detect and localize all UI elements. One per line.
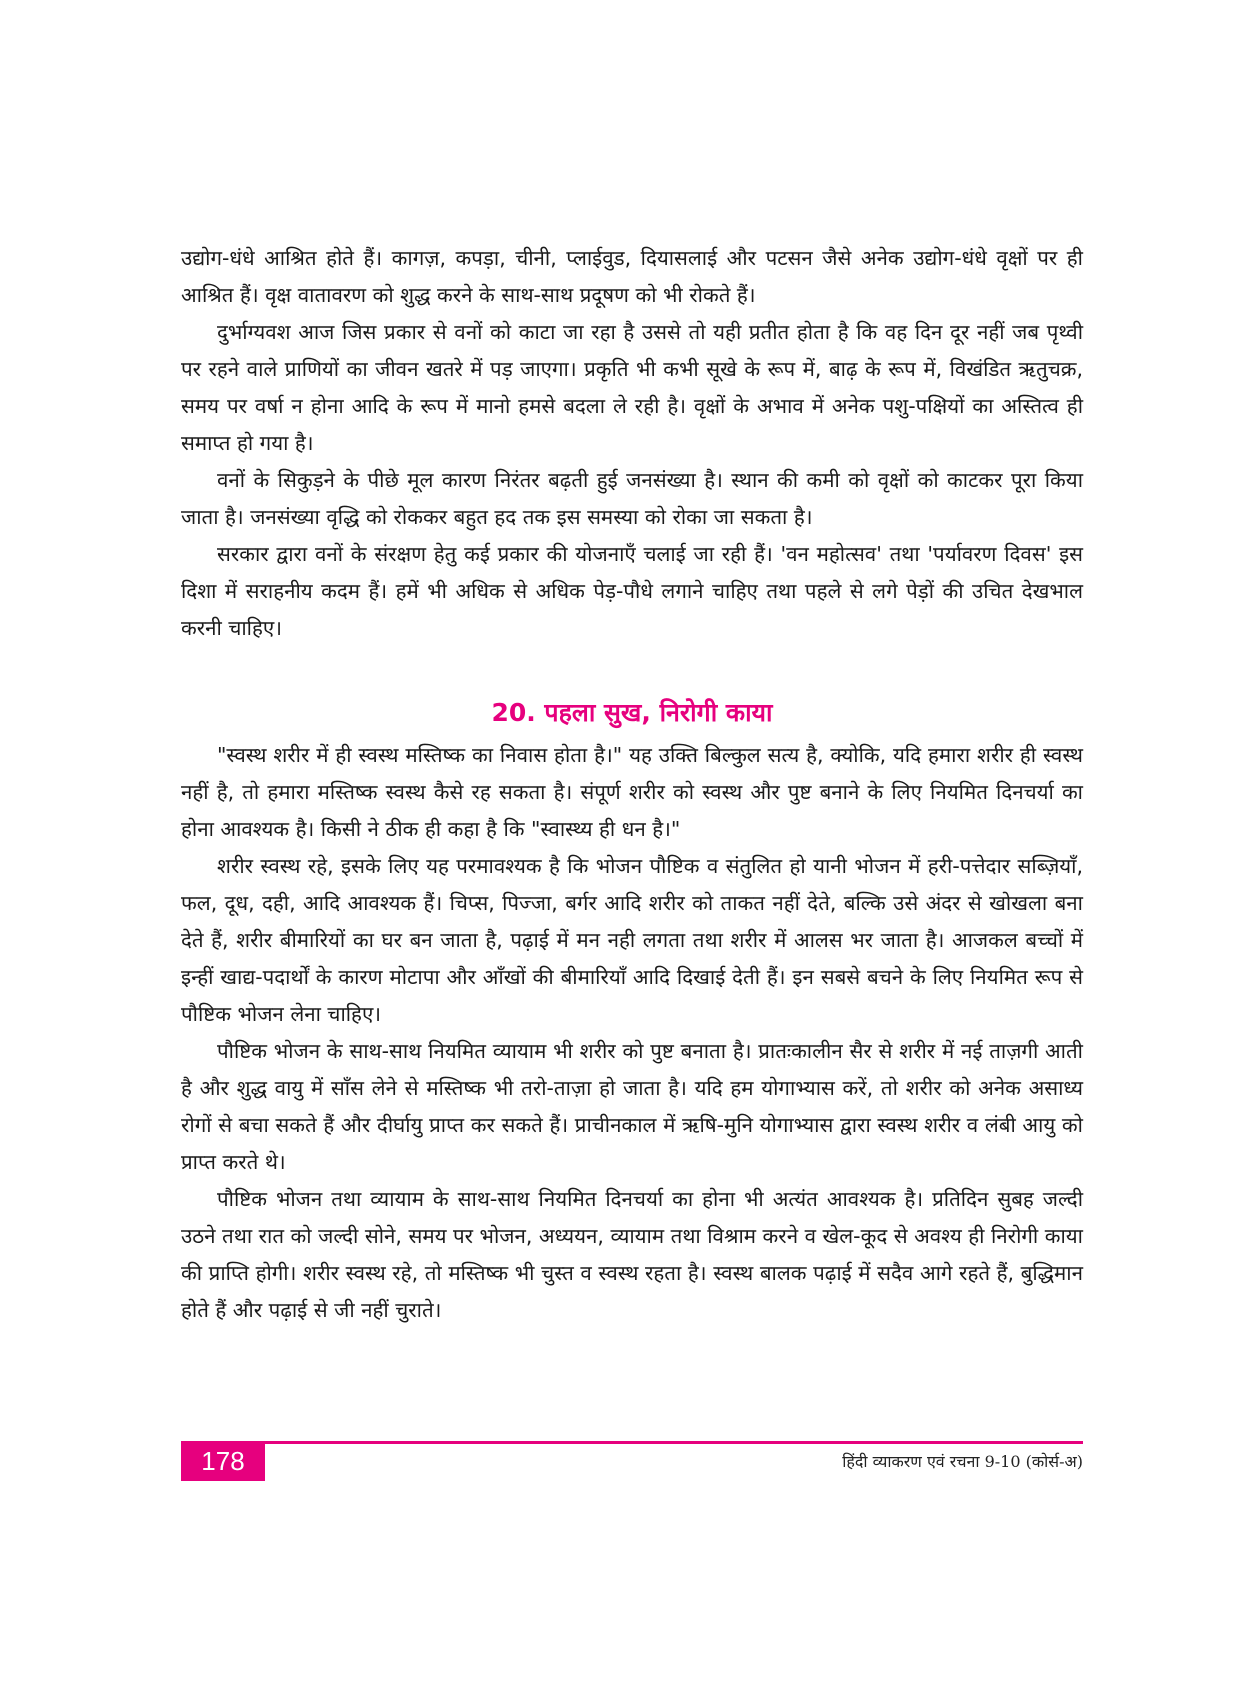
section-title: 20. पहला सुख, निरोगी काया [491, 698, 773, 727]
section-paragraph: पौष्टिक भोजन तथा व्यायाम के साथ-साथ नियमित दिनचर्या का होना भी अत्यंत आवश्यक है। प्रतिदिन सुबह जल्दी उठने तथा रात को जल्दी सोने, समय पर भोजन, अध्ययन, व्यायाम तथा विश्राम करने व खेल-कूद से अवश्य ही निरोगी काया की प्राप्ति होगी। शरीर स्वस्थ रहे, तो मस्तिष्क भी चुस्त व स्वस्थ रहता है। स्वस्थ बालक पढ़ाई में सदैव आगे रहते हैं, बुद्धिमान होते हैं और पढ़ाई से जी नहीं चुराते। [181, 1187, 1083, 1322]
page-footer [181, 1441, 1083, 1481]
page-content [181, 240, 1083, 1329]
body-paragraph: उद्योग-धंधे आश्रित होते हैं। कागज़, कपड़ा, चीनी, प्लाईवुड, दियासलाई और पटसन जैसे अनेक उद्योग-धंधे वृक्षों पर ही आश्रित हैं। वृक्ष वातावरण को शुद्ध करने के साथ-साथ प्रदूषण को भी रोकते हैं। [181, 246, 1083, 307]
body-paragraph: वनों के सिकुड़ने के पीछे मूल कारण निरंतर बढ़ती हुई जनसंख्या है। स्थान की कमी को वृक्षों को काटकर पूरा किया जाता है। जनसंख्या वृद्धि को रोककर बहुत हद तक इस समस्या को रोका जा सकता है। [181, 468, 1083, 529]
book-title: हिंदी व्याकरण एवं रचना 9-10 (कोर्स-अ) [842, 1452, 1083, 1471]
body-paragraph: सरकार द्वारा वनों के संरक्षण हेतु कई प्रकार की योजनाएँ चलाई जा रही हैं। 'वन महोत्सव' तथा 'पर्यावरण दिवस' इस दिशा में सराहनीय कदम हैं। हमें भी अधिक से अधिक पेड़-पौधे लगाने चाहिए तथा पहले से लगे पेड़ों की उचित देखभाल करनी चाहिए। [181, 542, 1083, 640]
section-paragraph: पौष्टिक भोजन के साथ-साथ नियमित व्यायाम भी शरीर को पुष्ट बनाता है। प्रातःकालीन सैर से शरीर में नई ताज़गी आती है और शुद्ध वायु में साँस लेने से मस्तिष्क भी तरो-ताज़ा हो जाता है। यदि हम योगाभ्यास करें, तो शरीर को अनेक असाध्य रोगों से बचा सकते हैं और दीर्घायु प्राप्त कर सकते हैं। प्राचीनकाल में ऋषि-मुनि योगाभ्यास द्वारा स्वस्थ शरीर व लंबी आयु को प्राप्त करते थे। [181, 1039, 1083, 1174]
page-number: 178 [181, 1441, 265, 1481]
section-paragraph: "स्वस्थ शरीर में ही स्वस्थ मस्तिष्क का निवास होता है।" यह उक्ति बिल्कुल सत्य है, क्योकि, यदि हमारा शरीर ही स्वस्थ नहीं है, तो हमारा मस्तिष्क स्वस्थ कैसे रह सकता है। संपूर्ण शरीर को स्वस्थ और पुष्ट बनाने के लिए नियमित दिनचर्या का होना आवश्यक है। किसी ने ठीक ही कहा है कि "स्वास्थ्य ही धन है।" [181, 743, 1083, 841]
body-paragraph: दुर्भाग्यवश आज जिस प्रकार से वनों को काटा जा रहा है उससे तो यही प्रतीत होता है कि वह दिन दूर नहीं जब पृथ्वी पर रहने वाले प्राणियों का जीवन खतरे में पड़ जाएगा। प्रकृति भी कभी सूखे के रूप में, बाढ़ के रूप में, विखंडित ऋतुचक्र, समय पर वर्षा न होना आदि के रूप में मानो हमसे बदला ले रही है। वृक्षों के अभाव में अनेक पशु-पक्षियों का अस्तित्व ही समाप्त हो गया है। [181, 320, 1083, 455]
section-paragraph: शरीर स्वस्थ रहे, इसके लिए यह परमावश्यक है कि भोजन पौष्टिक व संतुलित हो यानी भोजन में हरी-पत्तेदार सब्ज़ियाँ, फल, दूध, दही, आदि आवश्यक हैं। चिप्स, पिज्जा, बर्गर आदि शरीर को ताकत नहीं देते, बल्कि उसे अंदर से खोखला बना देते हैं, शरीर बीमारियों का घर बन जाता है, पढ़ाई में मन नही लगता तथा शरीर में आलस भर जाता है। आजकल बच्चों में इन्हीं खाद्य-पदार्थों के कारण मोटापा और आँखों की बीमारियाँ आदि दिखाई देती हैं। इन सबसे बचने के लिए नियमित रूप से पौष्टिक भोजन लेना चाहिए। [181, 854, 1083, 1026]
footer-rule [181, 1441, 1083, 1444]
